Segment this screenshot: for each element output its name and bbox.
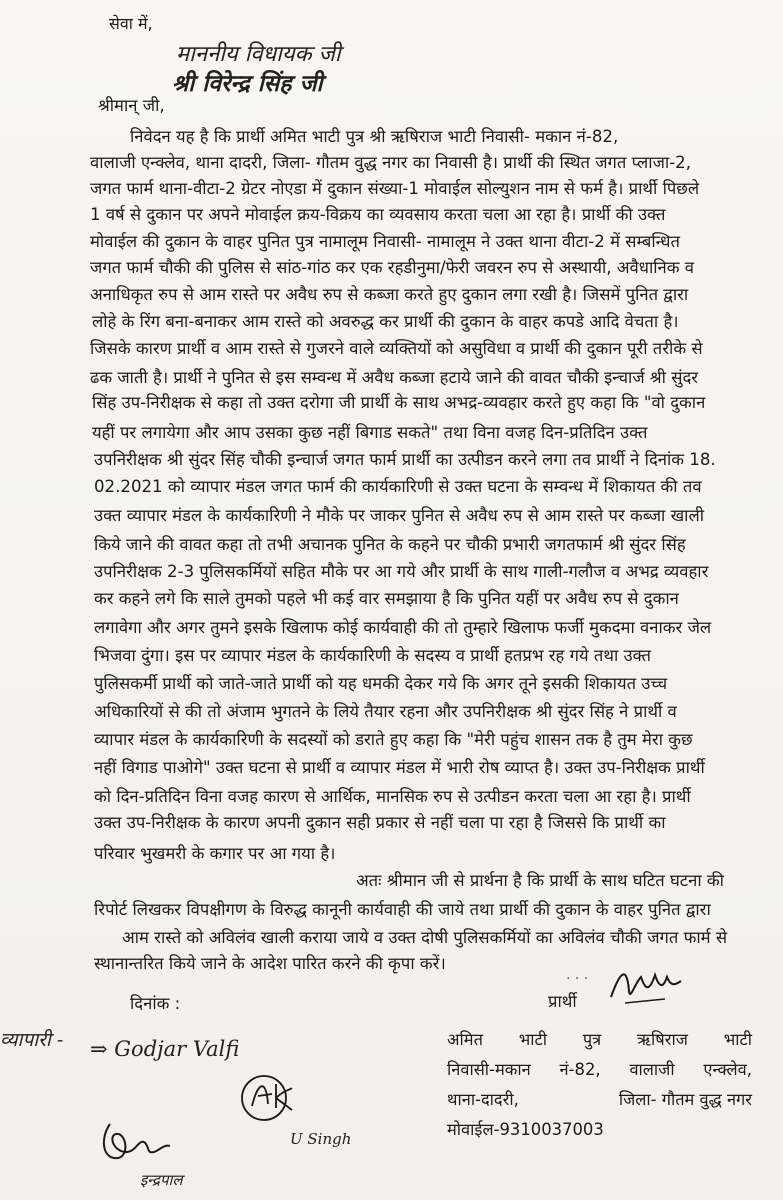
body-line: किये जाने की वावत कहा तो तभी अचानक पुनित के कहने पर चौकी प्रभारी जगतफार्म श्री सुंदर सिंह	[94, 535, 686, 554]
applicant-label: प्रार्थी	[548, 992, 577, 1011]
body-line: परिवार भुखमरी के कगार पर आ गया है।	[94, 844, 336, 863]
body-line: उपनिरीक्षक 2-3 पुलिसकर्मियों सहित मौके पर आ गये और प्रार्थी के साथ गाली-गलौज व अभद्र व्यवहार	[94, 562, 709, 581]
margin-note-name: ⇒ Godjar Valfi	[90, 1037, 240, 1061]
address-row-name	[447, 1029, 752, 1051]
member-signature-bottom: इन्द्रपाल	[140, 1171, 183, 1189]
body-line: 02.2021 को व्यापार मंडल जगत फार्म की कार्यकारिणी से उक्त घटना के सम्वन्ध में शिकायत की तव	[94, 477, 702, 496]
address-row-district	[447, 1089, 752, 1111]
body-line: वालाजी एन्क्लेव, थाना दादरी, जिला- गौतम वुद्ध नगर का निवासी है। प्रार्थी की स्थित जगत प्लाजा-2,	[90, 153, 692, 172]
body-line: लोहे के रिंग बना-बनाकर आम रास्ते को अवरुद्ध कर प्रार्थी की दुकान के वाहर कपडे आदि वेचता है।	[92, 312, 679, 331]
address-word: अमित	[447, 1030, 483, 1049]
address-word: भाटी	[518, 1030, 548, 1049]
body-line: अनाधिकृत रुप से आम रास्ते पर अवैध रुप से कब्जा करते हुए दुकान लगा रखी है। जिसमें पुनित द्वारा	[90, 285, 689, 304]
applicant-signature	[605, 963, 685, 1011]
address-word: एन्क्लेव,	[703, 1060, 752, 1079]
body-line: नहीं विगाड पाओगे" उक्त घटना से प्रार्थी व व्यापार मंडल में भारी रोष व्याप्त है। उक्त उप-निरीक्षक प्रार्थी	[94, 758, 705, 777]
margin-note-vyapari: व्यापारी -	[0, 1029, 64, 1051]
body-line: उपनिरीक्षक श्री सुंदर सिंह चौकी इन्चार्ज जगत फार्म प्रार्थी का उत्पीडन करने लगा तव प्रार्थी ने दिनांक 18.	[94, 450, 716, 469]
body-line: मोवाईल की दुकान के वाहर पुनित पुत्र नामालूम निवासी- नामालूम ने उक्त थाना वीटा-2 में सम्बन्धित	[90, 232, 680, 251]
prayer-line: आम रास्ते को अविलंव खाली कराया जाये व उक्त दोषी पुलिसकर्मियों का अविलंव चौकी जगत फार्म से	[122, 928, 728, 947]
prayer-line: अतः श्रीमान जी से प्रार्थना है कि प्रार्थी के साथ घटित घटना की	[356, 871, 724, 890]
address-word: भाटी	[723, 1030, 752, 1049]
prayer-line: रिपोर्ट लिखकर विपक्षीगण के विरुद्ध कानूनी कार्यवाही की जाये तथा प्रार्थी की दुकान के वाहर पुनित द्वारा	[94, 900, 711, 919]
body-line: निवेदन यह है कि प्रार्थी अमित भाटी पुत्र श्री ऋषिराज भाटी निवासी- मकान नं-82,	[130, 127, 619, 146]
addressee-line-2: श्री विरेन्द्र सिंह जी	[172, 70, 323, 97]
address-word: जिला- गौतम वुद्ध नगर	[618, 1090, 752, 1109]
body-line: जगत फार्म थाना-वीटा-2 ग्रेटर नोएडा में दुकान संख्या-1 मोवाईल सोल्युशन नाम से फर्म है। प्रार्थी पिछले	[90, 179, 700, 198]
body-line: लगावेगा और अगर तुमने इसके खिलाफ कोई कार्यवाही की तो तुम्हारे खिलाफ फर्जी मुकदमा वनाकर जेल	[94, 618, 712, 637]
address-word: नं-82,	[559, 1060, 601, 1079]
body-line: सिंह उप-निरीक्षक से कहा तो उक्त दरोगा जी प्रार्थी के साथ अभद्र-व्यवहार करते हुए कहा कि "वो दुकान	[92, 393, 706, 412]
body-line: अधिकारियों से की तो अंजाम भुगतने के लिये तैयार रहना और उपनिरीक्षक श्री सुंदर सिंह ने प्रार्थी व	[94, 702, 677, 721]
address-word: पुत्र	[582, 1030, 602, 1049]
address-word: थाना-दादरी,	[447, 1090, 519, 1109]
body-line: उक्त व्यापार मंडल के कार्यकारिणी ने मौके पर जाकर पुनित से अवैध रुप से आम रास्ते पर कब्जा खाली	[94, 506, 705, 525]
address-word: निवासी-मकान	[447, 1060, 531, 1079]
body-line: को दिन-प्रतिदिन विना वजह कारण से आर्थिक, मानसिक रुप से उत्पीडन करता चला आ रहा है। प्रार्थी	[94, 787, 691, 806]
applicant-mobile: मोवाईल-9310037003	[447, 1120, 604, 1139]
body-line: व्यापार मंडल के कार्यकारिणी के सदस्यों को डराते हुए कहा कि "मेरी पहुंच शासन तक है तुम मेरा कुछ	[94, 730, 693, 749]
salutation-to: सेवा में,	[109, 14, 153, 33]
addressee-line-1: माननीय विधायक जी	[176, 42, 341, 67]
applicant-address	[447, 1029, 752, 1141]
body-line: जगत फार्म चौकी की पुलिस से सांठ-गांठ कर एक रहडीनुमा/फेरी जवरन रुप से अस्थायी, अवैधानिक व	[90, 258, 695, 277]
body-line: पुलिसकर्मी प्रार्थी को जाते-जाते प्रार्थी को यह धमकी देकर गये कि अगर तूने इसकी शिकायत उच्च	[94, 674, 668, 693]
date-label: दिनांक :	[130, 994, 181, 1013]
body-line: कर कहने लगे कि साले तुमको पहले भी कई वार समझाया है कि पुनित यहीं पर अवैध रुप से दुकान	[94, 589, 679, 608]
body-line: भिजवा दुंगा। इस पर व्यापार मंडल के कार्यकारिणी के सदस्य व प्रार्थी हतप्रभ रह गये तथा उक्त	[94, 646, 651, 665]
prayer-line: स्थानान्तरित किये जाने के आदेश पारित करने की कृपा करें।	[94, 954, 446, 973]
body-line: ढक जाती है। प्रार्थी ने पुनित से इस सम्वन्ध में अवैध कब्जा हटाये जाने की वावत चौकी इन्चार्ज श्री सुंदर	[90, 368, 699, 387]
body-line: 1 वर्ष से दुकान पर अपने मोवाईल क्रय-विक्रय का व्यवसाय करता चला आ रहा है। प्रार्थी की उक्त	[90, 205, 666, 224]
member-signature-us: U Singh	[290, 1130, 352, 1148]
address-word: वालाजी	[629, 1060, 675, 1079]
body-line: यहीं पर लगायेगा और आप उसका कुछ नहीं बिगाड सकते" तथा विना वजह दिन-प्रतिदिन उक्त	[92, 423, 648, 442]
member-signature-ak	[236, 1068, 298, 1126]
body-line: उक्त उप-निरीक्षक के कारण अपनी दुकान सही प्रकार से नहीं चला पा रहा है जिससे कि प्रार्थी का	[94, 813, 666, 832]
signature-dots: . . .	[566, 967, 589, 983]
address-row-house	[447, 1059, 752, 1081]
body-line: जिसके कारण प्रार्थी व आम रास्ते से गुजरने वाले व्यक्तियों को असुविधा व प्रार्थी की दुकान पूरी तरीके से	[90, 339, 703, 358]
member-signature-left	[96, 1112, 176, 1168]
address-word: ऋषिराज	[637, 1030, 688, 1049]
greeting: श्रीमान् जी,	[98, 96, 165, 115]
